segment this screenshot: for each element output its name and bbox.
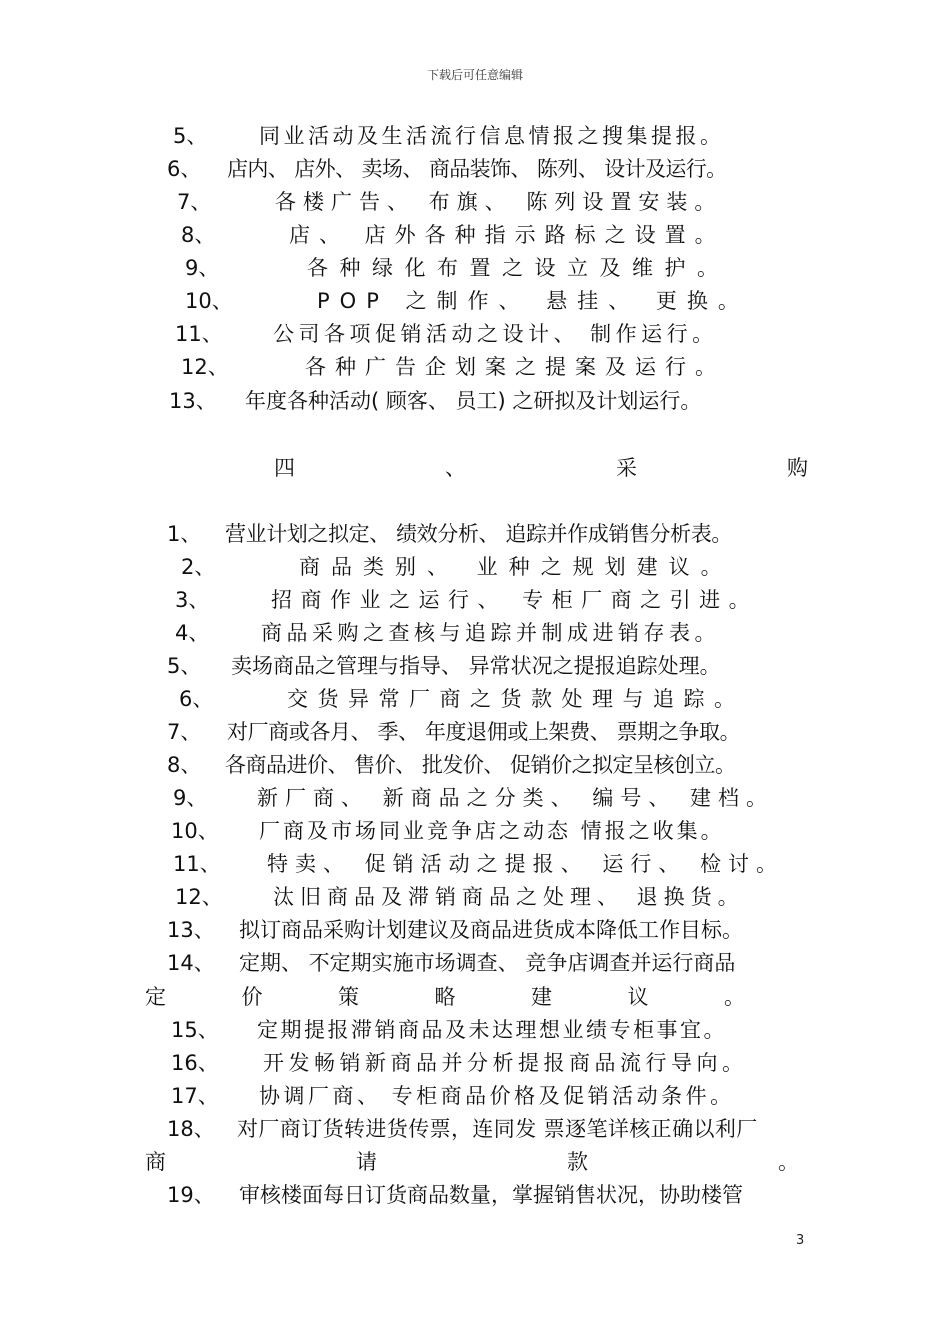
item-number: 5、: [173, 124, 208, 148]
list-item: [145, 319, 805, 349]
item-text: 各商品进价、 售价、 批发价、 促销价之拟定呈核创立。: [225, 753, 736, 777]
item-number: 16、: [171, 1051, 219, 1075]
list-item: [145, 386, 805, 416]
spread-char: 。: [724, 985, 745, 1009]
list-item: [145, 1048, 805, 1078]
item-text: 各种广告企划案之提案及运行。: [305, 355, 725, 379]
item-text: 协调厂商、 专柜商品价格及促销活动条件。: [259, 1084, 735, 1108]
spread-char: 请: [356, 1150, 377, 1174]
item-text: 交货异常厂商之货款处理与追踪。: [287, 687, 745, 711]
item-number: 4、: [175, 621, 210, 645]
item-number: 7、: [167, 720, 202, 744]
item-text: 对厂商订货转进货传票，连同发 票逐笔详核正确以利厂: [237, 1117, 758, 1141]
list-item: [145, 1114, 805, 1144]
list-item: [145, 783, 805, 813]
heading-char: 、: [445, 456, 466, 480]
list-item-continuation: [145, 982, 745, 1012]
list-item: [145, 882, 805, 912]
item-number: 1、: [167, 522, 202, 546]
item-number: 13、: [167, 918, 215, 942]
spread-char: 策: [338, 985, 359, 1009]
item-text: 同业活动及生活流行信息情报之搜集提报。: [259, 124, 725, 148]
item-number: 11、: [175, 322, 223, 346]
page-header: 下载后可任意编辑: [426, 68, 523, 82]
item-number: 19、: [167, 1183, 215, 1207]
list-item: [145, 684, 805, 714]
item-number: 15、: [171, 1018, 219, 1042]
item-text: 各楼广告、 布旗、 陈列设置安装。: [275, 190, 723, 214]
item-number: 5、: [167, 654, 202, 678]
item-text: 商品采购之查核与追踪并制成进销存表。: [261, 621, 720, 645]
list-item: [145, 552, 805, 582]
list-item: [145, 286, 805, 316]
spread-char: 定: [145, 985, 166, 1009]
item-number: 11、: [173, 852, 221, 876]
spread-char: 建: [531, 985, 552, 1009]
list-item: [145, 352, 805, 382]
list-item: [145, 154, 805, 184]
heading-char: 四: [274, 456, 295, 480]
item-number: 18、: [167, 1117, 215, 1141]
item-text: 定期提报滞销商品及未达理想业绩专柜事宜。: [257, 1018, 727, 1042]
item-text: 开发畅销新商品并分析提报商品流行导向。: [263, 1051, 748, 1075]
item-text: [145, 982, 745, 1012]
item-text: 店、 店外各种指示路标之设置。: [289, 223, 725, 247]
item-text: 审核楼面每日订货商品数量，掌握销售状况，协助楼管: [239, 1183, 743, 1207]
list-item: [145, 651, 805, 681]
item-text: 营业计划之拟定、 绩效分析、 追踪并作成销售分析表。: [225, 522, 732, 546]
item-text: 各种绿化布置之设立及维护。: [307, 256, 730, 280]
item-text: 厂商及市场同业竞争店之动态 情报之收集。: [259, 819, 725, 843]
list-item: [145, 220, 805, 250]
list-item: [145, 187, 805, 217]
list-item: [145, 915, 805, 945]
page-number: 3: [796, 1233, 805, 1248]
list-item: [145, 121, 805, 151]
item-number: 6、: [167, 157, 202, 181]
item-text: 拟订商品采购计划建议及商品进货成本降低工作目标。: [239, 918, 743, 942]
item-number: 10、: [171, 819, 219, 843]
item-text: 对厂商或各月、 季、 年度退佣或上架费、 票期之争取。: [227, 720, 741, 744]
item-number: 3、: [175, 588, 210, 612]
heading-char: 购: [787, 456, 808, 480]
spread-char: 议: [627, 985, 649, 1009]
item-text: POP 之制作、 悬挂、 更换。: [317, 289, 749, 313]
item-text: 店内、 店外、 卖场、 商品装饰、 陈列、 设计及运行。: [227, 157, 727, 181]
item-number: 9、: [173, 786, 208, 810]
spread-char: 。: [778, 1150, 799, 1174]
list-item-continuation: [145, 1147, 799, 1177]
item-number: 12、: [181, 355, 229, 379]
list-item: [145, 1180, 805, 1210]
heading-char: 采: [616, 456, 637, 480]
list-item: [145, 519, 805, 549]
item-text: 定期、 不定期实施市场调查、 竞争店调查并运行商品: [239, 951, 736, 975]
list-item: [145, 948, 805, 978]
item-number: 8、: [181, 223, 216, 247]
item-text: 新厂商、 新商品之分类、 编号、 建档。: [257, 786, 775, 810]
list-item: [145, 750, 805, 780]
list-item: [145, 717, 805, 747]
item-number: 7、: [177, 190, 212, 214]
list-item: [145, 585, 805, 615]
spread-char: 略: [434, 985, 456, 1009]
item-number: 8、: [167, 753, 202, 777]
list-item: [145, 618, 805, 648]
item-text: 汰旧商品及滞销商品之处理、 退换货。: [273, 885, 745, 909]
item-text: 招商作业之运行、 专柜厂商之引进。: [271, 588, 759, 612]
item-text: 公司各项促销活动之设计、 制作运行。: [273, 322, 718, 346]
item-number: 12、: [175, 885, 223, 909]
item-number: 6、: [179, 687, 214, 711]
spread-char: 价: [241, 985, 263, 1009]
item-number: 2、: [181, 555, 216, 579]
list-item: [145, 1015, 805, 1045]
spread-char: 商: [145, 1150, 166, 1174]
section-heading: [274, 453, 808, 483]
item-number: 17、: [171, 1084, 219, 1108]
item-text: 特卖、 促销活动之提报、 运行、 检讨。: [267, 852, 785, 876]
spread-char: 款: [567, 1150, 588, 1174]
list-item: [145, 849, 805, 879]
item-text: 年度各种活动( 顾客、 员工) 之研拟及计划运行。: [245, 389, 702, 413]
item-text: 商品类别、 业种之规划建议。: [299, 555, 733, 579]
item-text: [145, 1147, 799, 1177]
list-item: [145, 1081, 805, 1111]
list-item: [145, 816, 805, 846]
item-number: 10、: [185, 289, 233, 313]
item-number: 13、: [169, 389, 217, 413]
list-item: [145, 253, 805, 283]
item-text: 卖场商品之管理与指导、 异常状况之提报追踪处理。: [231, 654, 721, 678]
item-number: 9、: [185, 256, 220, 280]
item-number: 14、: [167, 951, 215, 975]
